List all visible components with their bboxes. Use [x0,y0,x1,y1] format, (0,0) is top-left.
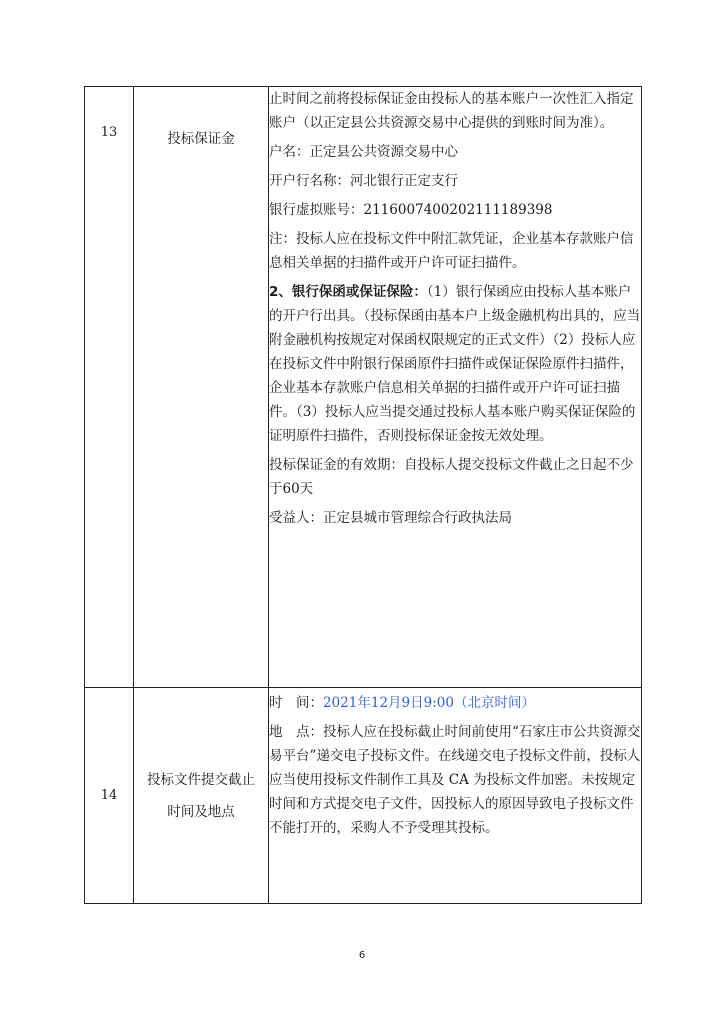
account-name: 户名：正定县公共资源交易中心 [269,144,458,160]
deadline-time [269,691,641,715]
guarantee-text: （1）银行保函应由投标人基本账户的开户行出具。（投标保函由基本户上级金融机构出具的，应当附金融机构按规定对保函权限规定的正式文件）（2）投标人应在投标文件中附银行保函原件扫描件或保证保险原件扫描件，企业基本存款账户信息相关单据的扫描件或开户许可证扫描件。（3）投标人应当提交通过投标人基本账户购买保证保险的证明原件扫描件，否则投标保证金按无效处理。 [269,284,641,444]
row-content-cell [269,87,642,688]
row-label-line1: 投标文件提交截止 [147,771,255,788]
table-row-14 [85,688,642,904]
validity-period: 投标保证金的有效期：自投标人提交投标文件截止之日起不少于60天 [269,457,634,497]
time-value: 2021年12月9日9:00（北京时间） [323,695,535,711]
beneficiary: 受益人：正定县城市管理综合行政执法局 [269,510,512,526]
row-label-cell [134,688,269,904]
guarantee-title: 2、银行保函或保证保险： [269,284,427,300]
time-label: 时 间： [269,695,323,711]
row-label [134,764,268,828]
place-label: 地 点： [269,724,323,740]
deposit-intro-paragraph: 止时间之前将投标保证金由投标人的基本账户一次性汇入指定账户（以正定县公共资源交易中心提供的到账时间为准）。 [269,91,634,131]
row-number-cell [85,688,134,904]
place-text: 投标人应在投标截止时间前使用“石家庄市公共资源交易平台”递交电子投标文件。在线递交电子投标文件前，投标人应当使用投标文件制作工具及 CA 为投标文件加密。未按规定时间和方式提交电子文件，因投标人的原因导致电子投标文件不能打开的，采购人不予受理其投标。 [269,724,641,836]
bank-name: 开户行名称：河北银行正定支行 [269,173,458,189]
row-label-line2: 时间及地点 [167,803,235,820]
guarantee-paragraph [269,280,641,448]
row-number-cell [85,87,134,688]
deadline-place [269,720,641,840]
table-row-13 [85,87,642,688]
row-label: 投标保证金 [167,131,235,147]
row-content-cell [269,688,642,904]
remittance-note: 注：投标人应在投标文件中附汇款凭证，企业基本存款账户信息相关单据的扫描件或开户许可证扫描件。 [269,231,634,271]
row-number: 14 [100,788,118,803]
row-number: 13 [100,125,118,140]
row-label-cell [134,87,269,688]
page-number: 6 [358,950,366,961]
requirements-table [84,86,642,904]
virtual-account-number: 银行虚拟账号：21160074002021111893​98 [269,202,553,218]
